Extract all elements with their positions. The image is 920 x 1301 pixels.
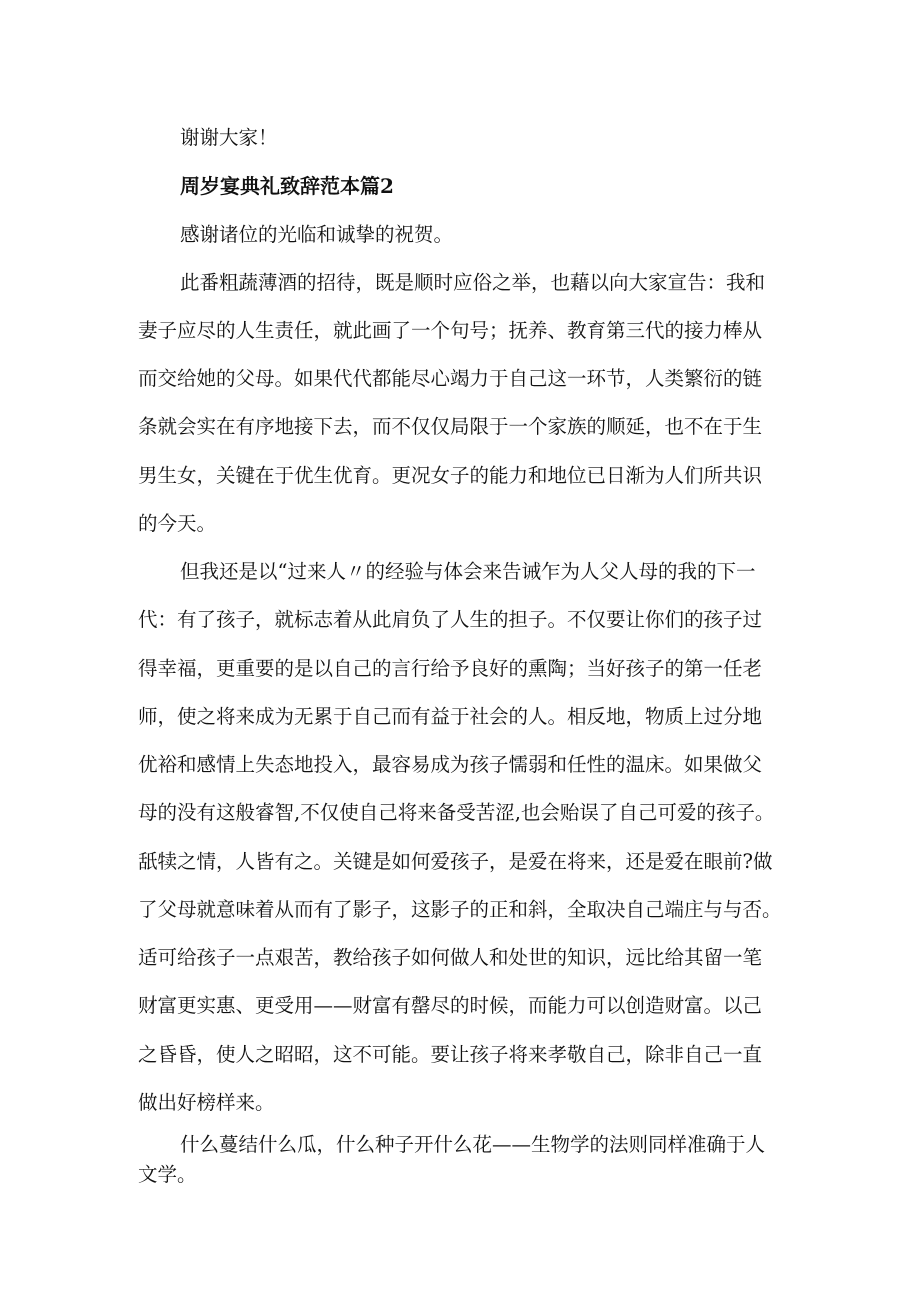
paragraph-line: 优裕和感情上失态地投入，最容易成为孩子懦弱和任性的温床。如果做父 bbox=[138, 753, 763, 776]
paragraph-line: 但我还是以“过来人〃的经验与体会来告诫乍为人父人母的我的下一 bbox=[180, 560, 756, 583]
paragraph-line: 了父母就意味着从而有了影子，这影子的正和斜，全取决自己端庄与与否。 bbox=[138, 898, 782, 921]
paragraph-line: 条就会实在有序地接下去，而不仅仅局限于一个家族的顺延，也不在于生 bbox=[138, 415, 763, 438]
paragraph-line: 什么蔓结什么瓜，什么种子开什么花——生物学的法则同样准确于人 bbox=[180, 1133, 766, 1156]
paragraph-line: 舐犊之情，人皆有之。关键是如何爱孩子，是爱在将来，还是爱在眼前?做 bbox=[138, 850, 773, 873]
paragraph-line: 感谢诸位的光临和诚挚的祝贺。 bbox=[180, 223, 454, 246]
section-heading: 周岁宴典礼致辞范本篇2 bbox=[180, 174, 394, 198]
paragraph-line: 此番粗蔬薄酒的招待，既是顺时应俗之举，也藉以向大家宣告：我和 bbox=[180, 271, 766, 294]
paragraph-line: 男生女，关键在于优生优育。更况女子的能力和地位已日渐为人们所共识 bbox=[138, 464, 763, 487]
paragraph-line: 师，使之将来成为无累于自己而有益于社会的人。相反地，物质上过分地 bbox=[138, 705, 763, 728]
paragraph-line: 文学。 bbox=[138, 1163, 197, 1186]
paragraph-line: 的今天。 bbox=[138, 512, 217, 535]
closing-line: 谢谢大家！ bbox=[180, 126, 278, 149]
paragraph-line: 财富更实惠、更受用——财富有罄尽的时候，而能力可以创造财富。以己 bbox=[138, 994, 763, 1017]
paragraph-line: 之昏昏，使人之昭昭，这不可能。要让孩子将来孝敬自己，除非自己一直 bbox=[138, 1043, 763, 1066]
paragraph-line: 适可给孩子一点艰苦，教给孩子如何做人和处世的知识，远比给其留一笔 bbox=[138, 946, 763, 969]
paragraph-line: 而交给她的父母。如果代代都能尽心竭力于自己这一环节，人类繁衍的链 bbox=[138, 367, 763, 390]
paragraph-line: 母的没有这般睿智,不仅使自己将来备受苦涩,也会贻误了自己可爱的孩子。 bbox=[138, 801, 775, 824]
paragraph-line: 做出好榜样来。 bbox=[138, 1091, 275, 1114]
paragraph-line: 代：有了孩子，就标志着从此肩负了人生的担子。不仅要让你们的孩子过 bbox=[138, 608, 763, 631]
paragraph-line: 得幸福，更重要的是以自己的言行给予良好的熏陶；当好孩子的第一任老 bbox=[138, 657, 763, 680]
paragraph-line: 妻子应尽的人生责任，就此画了一个句号；抚养、教育第三代的接力棒从 bbox=[138, 319, 763, 342]
